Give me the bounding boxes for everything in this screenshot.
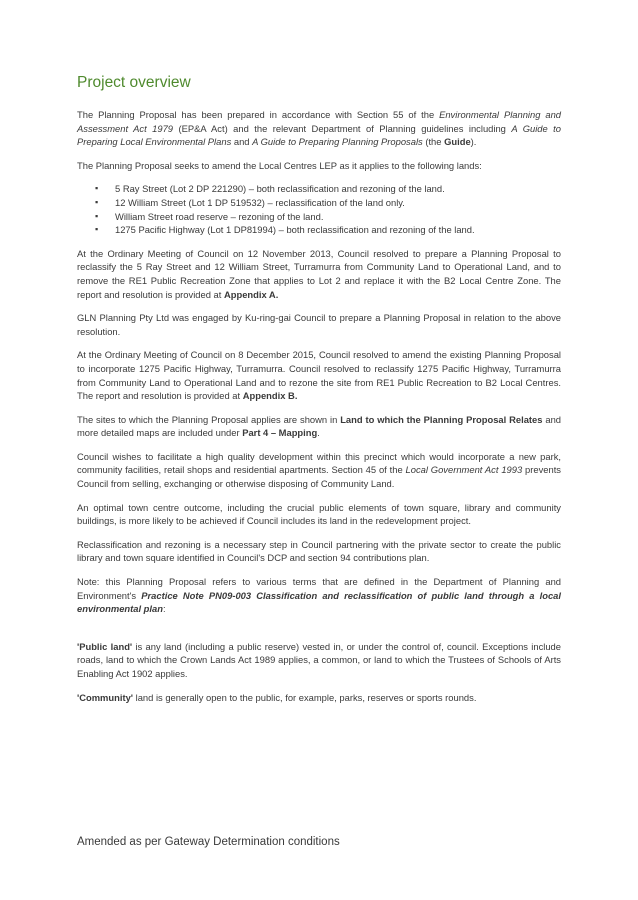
paragraph-2015-meeting	[77, 348, 561, 402]
definition-community-land	[77, 691, 561, 705]
text-run: At the Ordinary Meeting of Council on 8 December 2015, Council resolved to amend the existing Planning Proposal to incorporate 1275 Pacific Highway, Turramurra. Council resolved to reclassify 1275 Pacific Highway, Turramurra from Community Land to Operational Land and to rezone the site from RE1 Public Recreation to B2 Local Centres. The report and resolution is provided at	[77, 349, 561, 402]
page-footer: Amended as per Gateway Determination conditions	[77, 836, 340, 848]
guide-title: A Guide to Preparing Planning Proposals	[252, 136, 423, 148]
paragraph-council-wishes	[77, 450, 561, 491]
paragraph-gln: GLN Planning Pty Ltd was engaged by Ku-ring-gai Council to prepare a Planning Proposal in relation to the above resolution.	[77, 312, 561, 337]
text-run: ).	[470, 136, 477, 148]
practice-note-title: Practice Note PN09-003 Classification and reclassification of public land through a local environmental plan	[77, 589, 561, 615]
act-name: Local Government Act 1993	[405, 464, 523, 476]
text-run: (EP&A Act) and the relevant Department of Planning guidelines including	[173, 122, 512, 134]
text-run: and	[231, 136, 253, 148]
document-page	[77, 74, 561, 714]
definition-term: 'Community'	[77, 691, 134, 703]
paragraph-note	[77, 575, 561, 616]
text-run: :	[162, 603, 166, 615]
text-run: and more detailed maps are included under	[77, 413, 562, 439]
spacer	[77, 626, 561, 640]
lands-list	[77, 182, 561, 236]
paragraph-reclassification: Reclassification and rezoning is a necessary step in Council partnering with the private sector to create the public library and town square identified in Council's DCP and section 94 contributions plan.	[77, 538, 561, 564]
appendix-ref: Appendix A.	[223, 288, 279, 300]
text-run: Note: this Planning Proposal refers to various terms that are defined in the Department of Planning and Environment's	[77, 576, 561, 601]
paragraph-sites	[77, 413, 561, 440]
list-item: ▪ 1275 Pacific Highway (Lot 1 DP81994) – both reclassification and rezoning of the land.	[77, 223, 561, 237]
act-name: Environmental Planning and Assessment Act 1979	[77, 109, 561, 134]
text-run: prevents Council from selling, exchanging or otherwise disposing of Community Land.	[77, 464, 561, 490]
section-ref: Part 4 – Mapping	[242, 427, 318, 439]
section-ref: Land to which the Planning Proposal Relates	[340, 413, 543, 425]
text-run: The Planning Proposal has been prepared in accordance with Section 55 of the	[77, 109, 440, 120]
page-title: Project overview	[77, 74, 191, 91]
paragraph-town-centre: An optimal town centre outcome, including the crucial public elements of town square, library and community buildings, is more likely to be achieved if Council includes its land in the redevelopment project.	[77, 501, 561, 527]
appendix-ref: Appendix B.	[242, 390, 298, 402]
text-run: (the	[422, 136, 445, 148]
list-item: ▪ William Street road reserve – rezoning of the land.	[77, 210, 561, 224]
text-run: At the Ordinary Meeting of Council on 12 November 2013, Council resolved to prepare a Planning Proposal to reclassify the 5 Ray Street and 12 William Street, Turramurra from Community Land to Operational Land, and to remove the RE1 Public Recreation Zone that applies to Lot 2 and replace it with the B2 Local Centre Zone. The report and resolution is provided at	[77, 247, 561, 300]
text-run: .	[317, 427, 320, 439]
definition-public-land	[77, 640, 561, 681]
paragraph-lands-intro: The Planning Proposal seeks to amend the Local Centres LEP as it applies to the following lands:	[77, 159, 482, 171]
definition-text: land is generally open to the public, for example, parks, reserves or sports rounds.	[133, 691, 477, 703]
guide-title: A Guide to Preparing Local Environmental Plans	[77, 122, 561, 148]
guide-abbrev: Guide	[444, 136, 471, 148]
text-run: The sites to which the Planning Proposal applies are shown in	[77, 413, 341, 425]
definition-text: is any land (including a public reserve) vested in, or under the control of, council. Exceptions include roads, land to which the Crown Lands Act 1989 applies, a common, or land to which the Trustees of Schools of Arts Enabling Act 1902 applies.	[77, 640, 561, 679]
list-item: ▪ 12 William Street (Lot 1 DP 519532) – reclassification of the land only.	[77, 196, 561, 210]
text-run: Council wishes to facilitate a high quality development within this precinct which would incorporate a new park, community facilities, retail shops and residential apartments. Section 45 of the	[77, 450, 561, 476]
definition-term: 'Public land'	[77, 640, 133, 652]
paragraph-2013-meeting	[77, 247, 561, 301]
paragraph-intro	[77, 108, 561, 149]
list-item: ▪ 5 Ray Street (Lot 2 DP 221290) – both reclassification and rezoning of the land.	[77, 182, 561, 196]
